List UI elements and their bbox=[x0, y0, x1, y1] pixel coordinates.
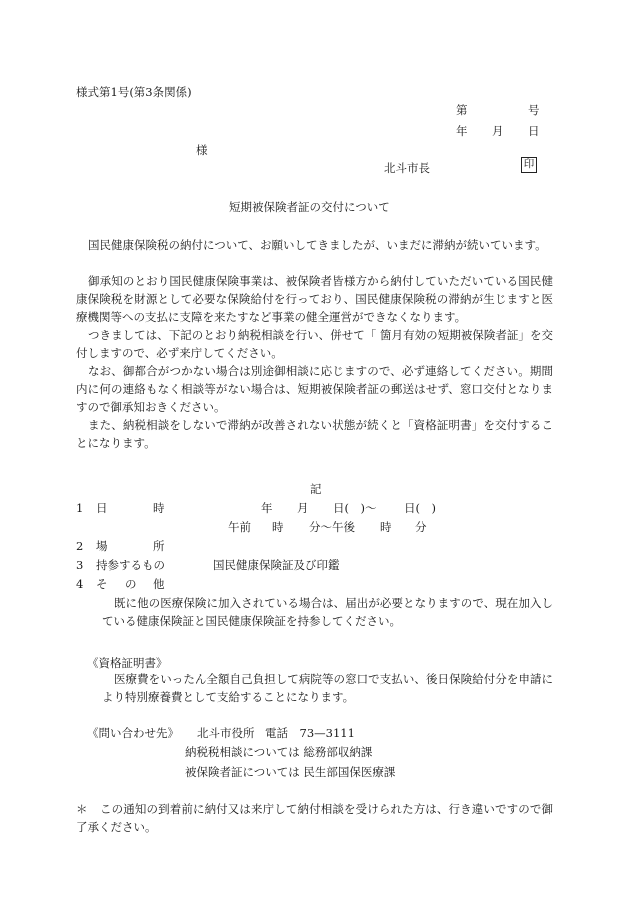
item4-label-b: の bbox=[125, 577, 137, 591]
issuer: 北斗市長 bbox=[384, 161, 430, 175]
note-mark: ＊ bbox=[76, 802, 88, 816]
doc-number-suffix: 号 bbox=[528, 103, 540, 117]
seal-mark: 印 bbox=[521, 157, 537, 173]
shikaku-text: 医療費をいったん全額自己負担して病院等の窓口で支払い、後日保険給付分を申請により特別療養費として支給することになります。 bbox=[102, 672, 553, 704]
paragraph-2: 御承知のとおり国民健康保険事業は、被保険者皆様方から納付していただいている国民健康保険税を財源として必要な保険給付を行っており、国民健康保険税の滞納が生じますと医療機関等への支払に支障を来たすなど事業の健全運営ができなくなります。 bbox=[76, 274, 553, 324]
item1-day-to: 日( ) bbox=[404, 501, 436, 515]
item4-label-c: 他 bbox=[153, 577, 165, 591]
date-year: 年 bbox=[456, 124, 468, 138]
item3-label: 持参するもの bbox=[96, 558, 165, 572]
addressee-suffix: 様 bbox=[196, 143, 208, 157]
page-title: 短期被保険者証の交付について bbox=[229, 200, 390, 214]
item2-label-a: 場 bbox=[96, 539, 108, 553]
form-label: 様式第1号(第3条関係) bbox=[76, 85, 192, 99]
date-day: 日 bbox=[528, 124, 540, 138]
contact-office: 北斗市役所 bbox=[197, 726, 255, 740]
item1-number: 1 bbox=[76, 501, 84, 515]
item1-hour-2: 時 bbox=[380, 520, 392, 534]
item1-hour-1: 時 bbox=[272, 520, 284, 534]
item2-label-b: 所 bbox=[153, 539, 165, 553]
item1-day-from: 日( )〜 bbox=[333, 501, 377, 515]
item1-min-pm: 分〜午後 bbox=[309, 520, 355, 534]
item4-text: 既に他の医療保険に加入されている場合は、届出が必要となりますので、現在加入している健康保険証と国民健康保険証を持参してください。 bbox=[102, 596, 553, 628]
date-month: 月 bbox=[492, 124, 504, 138]
note-text: この通知の到着前に納付又は来庁して納付相談を受けられた方は、行き違いですので御了承ください。 bbox=[76, 802, 553, 834]
shikaku-heading: 《資格証明書》 bbox=[87, 656, 168, 670]
contact-line-1: 納税税相談については 総務部収納課 bbox=[185, 745, 373, 759]
item1-label-time: 時 bbox=[153, 501, 165, 515]
item3-number: 3 bbox=[76, 558, 84, 572]
ki-heading: 記 bbox=[310, 482, 322, 496]
paragraph-5: また、納税相談をしないで滞納が改善されない状態が続くと「資格証明書」を交付することになります。 bbox=[76, 418, 553, 450]
item4-label-a: そ bbox=[96, 577, 108, 591]
item2-number: 2 bbox=[76, 539, 84, 553]
item1-label-day: 日 bbox=[96, 501, 108, 515]
item4-number: 4 bbox=[76, 577, 84, 591]
item1-month: 月 bbox=[297, 501, 309, 515]
contact-line-2: 被保険者証については 民生部国保医療課 bbox=[185, 765, 396, 779]
item1-min-2: 分 bbox=[415, 520, 427, 534]
paragraph-4: なお、御都合がつかない場合は別途御相談に応じますので、必ず連絡してください。期間内に何の連絡もなく相談等がない場合は、短期被保険者証の郵送はせず、窓口交付となりますので御承知おきください。 bbox=[76, 364, 553, 414]
contact-heading: 《問い合わせ先》 bbox=[87, 726, 179, 740]
contact-phone: 電話 73—3111 bbox=[265, 726, 355, 740]
item1-year: 年 bbox=[261, 501, 273, 515]
doc-number-prefix: 第 bbox=[456, 103, 468, 117]
item1-am: 午前 bbox=[228, 520, 251, 534]
item3-value: 国民健康保険証及び印鑑 bbox=[213, 558, 340, 572]
paragraph-1: 国民健康保険税の納付について、お願いしてきましたが、いまだに滞納が続いています。 bbox=[88, 238, 547, 252]
paragraph-3: つきましては、下記のとおり納税相談を行い、併せて「 箇月有効の短期被保険者証」を交付しますので、必ず来庁してください。 bbox=[76, 328, 553, 360]
